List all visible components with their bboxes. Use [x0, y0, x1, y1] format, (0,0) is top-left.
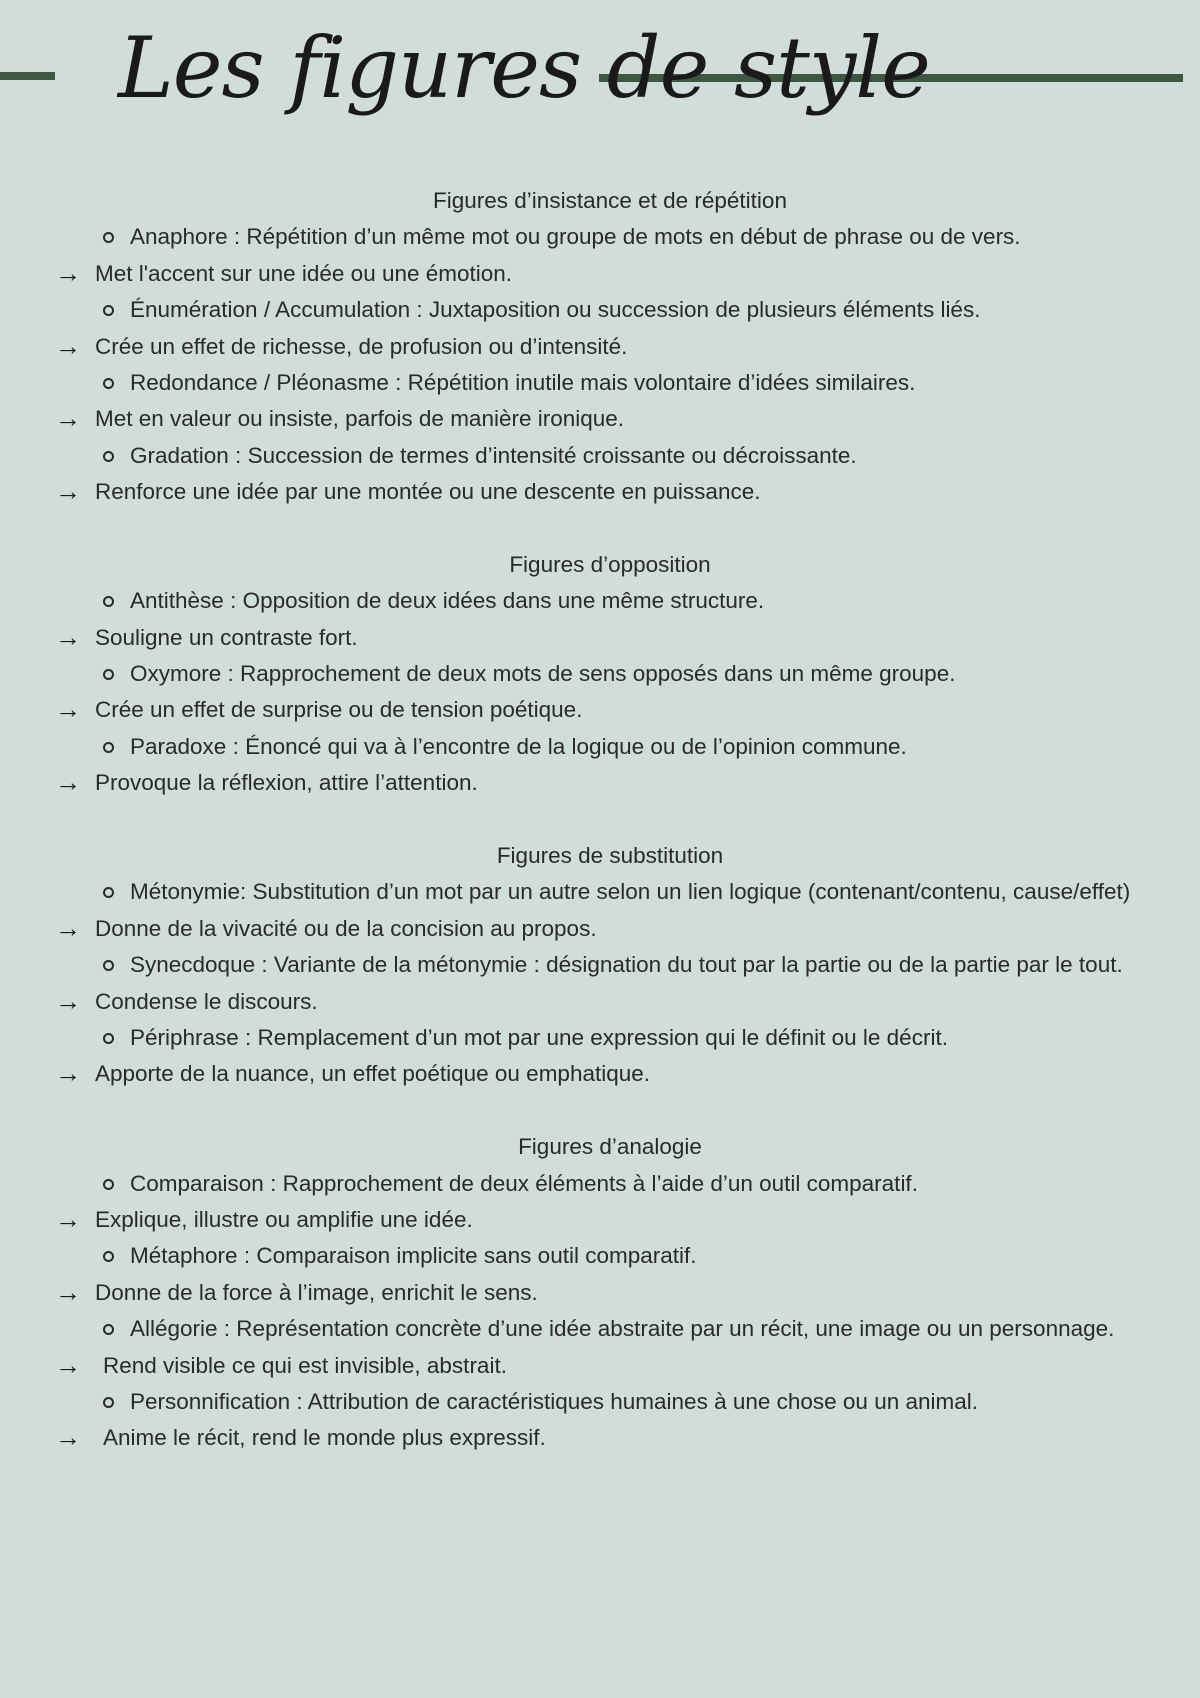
- bullet-circle-icon: [103, 1324, 114, 1335]
- right-arrow-icon: →: [55, 330, 81, 361]
- arrow-text: Condense le discours.: [95, 988, 318, 1014]
- section-heading: Figures de substitution: [496, 843, 724, 869]
- arrow-item: [0, 692, 1200, 728]
- bullet-item: [0, 365, 1200, 401]
- arrow-text: Met en valeur ou insiste, parfois de manière ironique.: [95, 406, 625, 432]
- bullet-circle-icon: [103, 378, 114, 389]
- right-arrow-icon: →: [55, 985, 81, 1016]
- bullet-circle-icon: [103, 596, 114, 607]
- bullet-text: Oxymore : Rapprochement de deux mots de sens opposés dans un même groupe.: [130, 661, 956, 687]
- arrow-text: Souligne un contraste fort.: [95, 624, 358, 650]
- bullet-circle-icon: [103, 1179, 114, 1190]
- bullet-text: Comparaison : Rapprochement de deux éléments à l’aide d’un outil comparatif.: [130, 1170, 918, 1196]
- right-arrow-icon: →: [55, 912, 81, 943]
- arrow-text: Crée un effet de surprise ou de tension poétique.: [95, 697, 583, 723]
- bullet-item: [0, 656, 1200, 692]
- arrow-item: [0, 620, 1200, 656]
- section-heading: Figures d’analogie: [518, 1134, 702, 1160]
- bullet-text: Personnification : Attribution de caractéristiques humaines à une chose ou un animal.: [130, 1388, 979, 1414]
- arrow-item: [0, 911, 1200, 947]
- section: [0, 547, 1200, 802]
- bullet-circle-icon: [103, 960, 114, 971]
- arrow-text: Donne de la force à l’image, enrichit le sens.: [95, 1279, 538, 1305]
- arrow-text: Renforce une idée par une montée ou une descente en puissance.: [95, 479, 761, 505]
- title-rule-left: [0, 72, 55, 80]
- right-arrow-icon: →: [55, 257, 81, 288]
- arrow-item: [0, 1202, 1200, 1238]
- right-arrow-icon: →: [55, 1276, 81, 1307]
- bullet-item: [0, 1384, 1200, 1420]
- bullet-item: [0, 292, 1200, 328]
- bullet-text: Anaphore : Répétition d’un même mot ou groupe de mots en début de phrase ou de vers.: [130, 224, 1021, 250]
- bullet-text: Périphrase : Remplacement d’un mot par une expression qui le définit ou le décrit.: [130, 1025, 948, 1051]
- arrow-text: Anime le récit, rend le monde plus expressif.: [103, 1425, 546, 1451]
- bullet-item: [0, 1238, 1200, 1274]
- bullet-item: [0, 438, 1200, 474]
- arrow-item: [0, 1056, 1200, 1092]
- arrow-item: [0, 256, 1200, 292]
- section-heading: Figures d’insistance et de répétition: [433, 188, 787, 213]
- bullet-text: Paradoxe : Énoncé qui va à l’encontre de la logique ou de l’opinion commune.: [130, 733, 907, 759]
- arrow-item: [0, 1420, 1200, 1456]
- arrow-item: [0, 401, 1200, 437]
- bullet-circle-icon: [103, 305, 114, 316]
- bullet-circle-icon: [103, 451, 114, 462]
- bullet-circle-icon: [103, 1397, 114, 1408]
- right-arrow-icon: →: [55, 1349, 81, 1380]
- bullet-circle-icon: [103, 742, 114, 753]
- bullet-text: Antithèse : Opposition de deux idées dans une même structure.: [130, 588, 765, 614]
- right-arrow-icon: →: [55, 621, 81, 652]
- page-title: Les figures de style: [118, 19, 930, 117]
- bullet-text: Redondance / Pléonasme : Répétition inutile mais volontaire d’idées similaires.: [130, 369, 916, 395]
- arrow-text: Donne de la vivacité ou de la concision au propos.: [95, 915, 597, 941]
- arrow-item: [0, 329, 1200, 365]
- content: [0, 183, 1200, 1457]
- right-arrow-icon: →: [55, 767, 81, 798]
- bullet-text: Énumération / Accumulation : Juxtaposition ou succession de plusieurs éléments liés.: [130, 297, 981, 323]
- arrow-text: Provoque la réflexion, attire l’attention.: [95, 770, 478, 796]
- arrow-item: [0, 474, 1200, 510]
- arrow-item: [0, 1275, 1200, 1311]
- bullet-circle-icon: [103, 887, 114, 898]
- bullet-text: Allégorie : Représentation concrète d’une idée abstraite par un récit, une image ou un personnage.: [130, 1316, 1115, 1342]
- bullet-item: [0, 729, 1200, 765]
- bullet-text: Métonymie: Substitution d’un mot par un autre selon un lien logique (contenant/contenu, cause/effet): [130, 879, 1131, 905]
- right-arrow-icon: →: [55, 476, 81, 507]
- arrow-item: [0, 765, 1200, 801]
- bullet-item: [0, 583, 1200, 619]
- bullet-item: [0, 219, 1200, 255]
- bullet-text: Métaphore : Comparaison implicite sans outil comparatif.: [130, 1243, 697, 1269]
- arrow-item: [0, 984, 1200, 1020]
- section-heading: Figures d’opposition: [509, 551, 711, 577]
- bullet-item: [0, 874, 1200, 910]
- right-arrow-icon: →: [55, 694, 81, 725]
- bullet-circle-icon: [103, 1033, 114, 1044]
- bullet-circle-icon: [103, 232, 114, 243]
- right-arrow-icon: →: [55, 1058, 81, 1089]
- section: [0, 183, 1200, 511]
- bullet-text: Gradation : Succession de termes d’intensité croissante ou décroissante.: [130, 442, 857, 468]
- right-arrow-icon: →: [55, 1203, 81, 1234]
- bullet-item: [0, 1020, 1200, 1056]
- bullet-item: [0, 1311, 1200, 1347]
- arrow-text: Crée un effet de richesse, de profusion ou d’intensité.: [95, 333, 628, 359]
- arrow-text: Apporte de la nuance, un effet poétique ou emphatique.: [95, 1061, 651, 1087]
- arrow-text: Met l'accent sur une idée ou une émotion.: [95, 260, 513, 286]
- bullet-item: [0, 1166, 1200, 1202]
- right-arrow-icon: →: [55, 1422, 81, 1453]
- bullet-item: [0, 947, 1200, 983]
- section: [0, 1129, 1200, 1457]
- bullet-circle-icon: [103, 1251, 114, 1262]
- arrow-text: Rend visible ce qui est invisible, abstrait.: [103, 1352, 507, 1378]
- right-arrow-icon: →: [55, 403, 81, 434]
- bullet-text: Synecdoque : Variante de la métonymie : désignation du tout par la partie ou de la partie par le tout.: [130, 952, 1123, 978]
- section: [0, 838, 1200, 1093]
- bullet-circle-icon: [103, 669, 114, 680]
- arrow-item: [0, 1348, 1200, 1384]
- arrow-text: Explique, illustre ou amplifie une idée.: [95, 1206, 473, 1232]
